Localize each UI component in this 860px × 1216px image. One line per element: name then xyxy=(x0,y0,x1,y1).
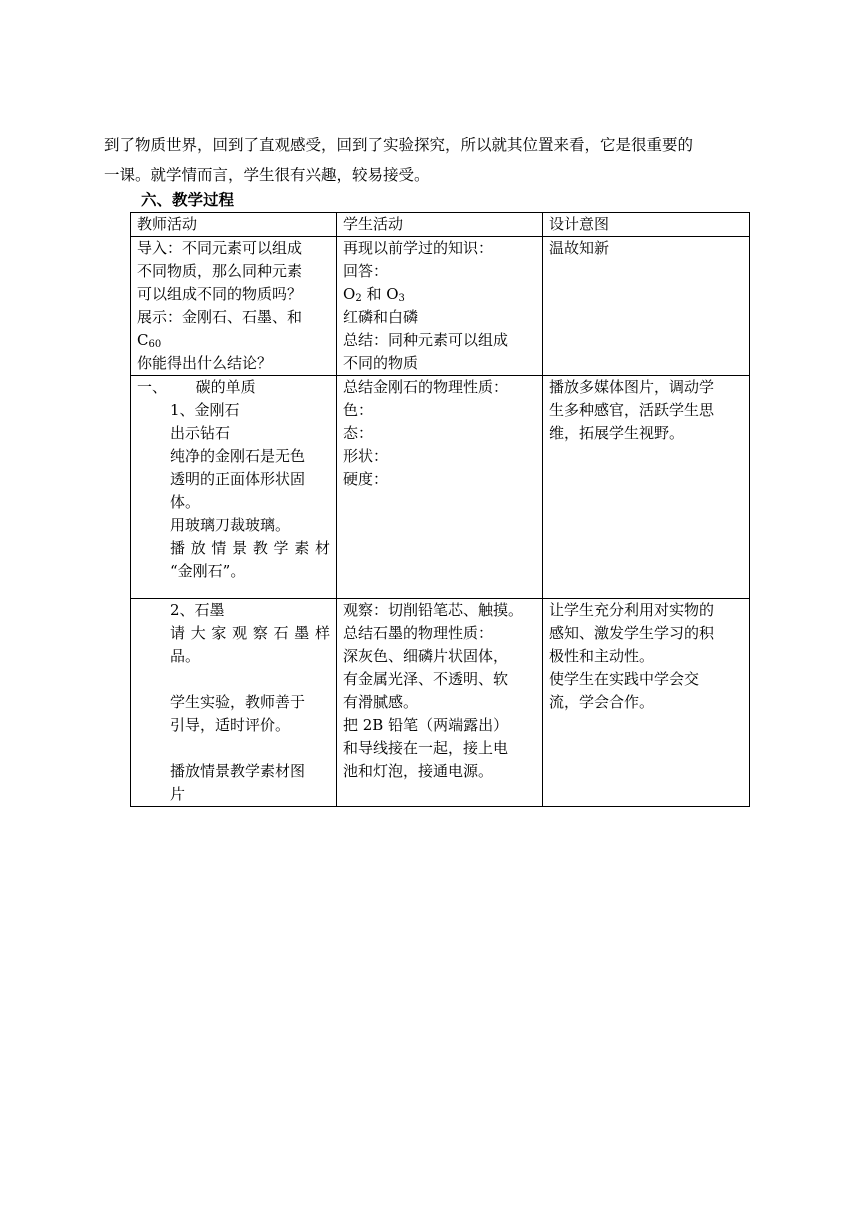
teacher-line: 你能得出什么结论？ xyxy=(137,354,273,372)
student-line: 回答： xyxy=(343,262,389,280)
teacher-cell xyxy=(131,376,337,599)
student-line: 有金属光泽、不透明、软 xyxy=(343,670,509,688)
teacher-line: 透明的正面体形状固 xyxy=(170,470,306,488)
intro-line-1: 到了物质世界，回到了直观感受，回到了实验探究，所以就其位置来看，它是很重要的 xyxy=(104,136,694,154)
student-line: 色： xyxy=(343,401,374,419)
teacher-line: 2、石墨 xyxy=(170,601,225,619)
student-cell xyxy=(337,599,543,807)
student-line: 总结金刚石的物理性质： xyxy=(343,378,509,396)
student-cell xyxy=(337,237,543,376)
header-design-intent: 设计意图 xyxy=(543,213,750,237)
teacher-line: “金刚石”。 xyxy=(170,562,246,580)
section-heading: 六、教学过程 xyxy=(141,191,235,209)
intent-line: 让学生充分利用对实物的 xyxy=(549,601,715,619)
teacher-line: 引导，适时评价。 xyxy=(170,716,291,734)
student-line: 和导线接在一起，接上电 xyxy=(343,739,509,757)
header-teacher-activity: 教师活动 xyxy=(131,213,337,237)
intent-line: 温故知新 xyxy=(549,239,610,257)
teacher-line: 品。 xyxy=(170,647,201,665)
teacher-line: 展示：金刚石、石墨、和 xyxy=(137,308,303,326)
intro-paragraph xyxy=(104,130,764,190)
intent-line: 播放多媒体图片，调动学 xyxy=(549,378,715,396)
teacher-line: 导入：不同元素可以组成 xyxy=(137,239,303,257)
teacher-line: 不同物质，那么同种元素 xyxy=(137,262,303,280)
teaching-process-table xyxy=(130,212,750,807)
teacher-title: 一、 碳的单质 xyxy=(137,378,256,396)
teacher-line: 体。 xyxy=(170,493,201,511)
student-line: 红磷和白磷 xyxy=(343,308,419,326)
teacher-line: 播放情景教学素材 xyxy=(170,539,330,557)
intent-cell xyxy=(543,237,750,376)
intent-cell xyxy=(543,599,750,807)
student-line: 硬度： xyxy=(343,470,389,488)
teacher-line: 学生实验，教师善于 xyxy=(170,693,306,711)
teacher-line: 播放情景教学素材图 xyxy=(170,762,306,780)
intent-line: 维，拓展学生视野。 xyxy=(549,424,685,442)
student-line: 深灰色、细磷片状固体， xyxy=(343,647,509,665)
table-row xyxy=(131,599,750,807)
header-student-activity: 学生活动 xyxy=(337,213,543,237)
c60-formula: $C_{60}$ xyxy=(137,331,162,350)
teacher-line: 片 xyxy=(170,785,186,803)
table-header-row xyxy=(131,213,750,237)
intent-cell xyxy=(543,376,750,599)
table-row xyxy=(131,376,750,599)
intent-line: 流，学会合作。 xyxy=(549,693,655,711)
student-line: 态： xyxy=(343,424,374,442)
student-line: 再现以前学过的知识： xyxy=(343,239,494,257)
intent-line: 感知、激发学生学习的积 xyxy=(549,624,715,642)
ozone-formula: $O_2$ 和 $O_3$ xyxy=(343,285,405,304)
teacher-line: 可以组成不同的物质吗？ xyxy=(137,285,303,303)
student-cell xyxy=(337,376,543,599)
student-line: 观察：切削铅笔芯、触摸。 xyxy=(343,601,524,619)
intent-line: 生多种感官，活跃学生思 xyxy=(549,401,715,419)
teacher-line: 出示钻石 xyxy=(170,424,231,442)
student-line: 总结：同种元素可以组成 xyxy=(343,331,509,349)
intro-line-2: 一课。就学情而言，学生很有兴趣，较易接受。 xyxy=(104,166,430,184)
teacher-line: 请大家观察石墨样 xyxy=(170,624,330,642)
student-line: 总结石墨的物理性质： xyxy=(343,624,494,642)
student-line: 形状： xyxy=(343,447,389,465)
teacher-cell xyxy=(131,599,337,807)
teacher-line: 1、金刚石 xyxy=(170,401,240,419)
intent-line: 使学生在实践中学会交 xyxy=(549,670,700,688)
student-line: 有滑腻感。 xyxy=(343,693,419,711)
table-row xyxy=(131,237,750,376)
student-line: 不同的物质 xyxy=(343,354,419,372)
teacher-line: 用玻璃刀裁玻璃。 xyxy=(170,516,291,534)
student-line: 池和灯泡，接通电源。 xyxy=(343,762,494,780)
intent-line: 极性和主动性。 xyxy=(549,647,655,665)
teacher-line: 纯净的金刚石是无色 xyxy=(170,447,306,465)
student-line: 把 2B 铅笔（两端露出） xyxy=(343,716,509,734)
teacher-cell xyxy=(131,237,337,376)
